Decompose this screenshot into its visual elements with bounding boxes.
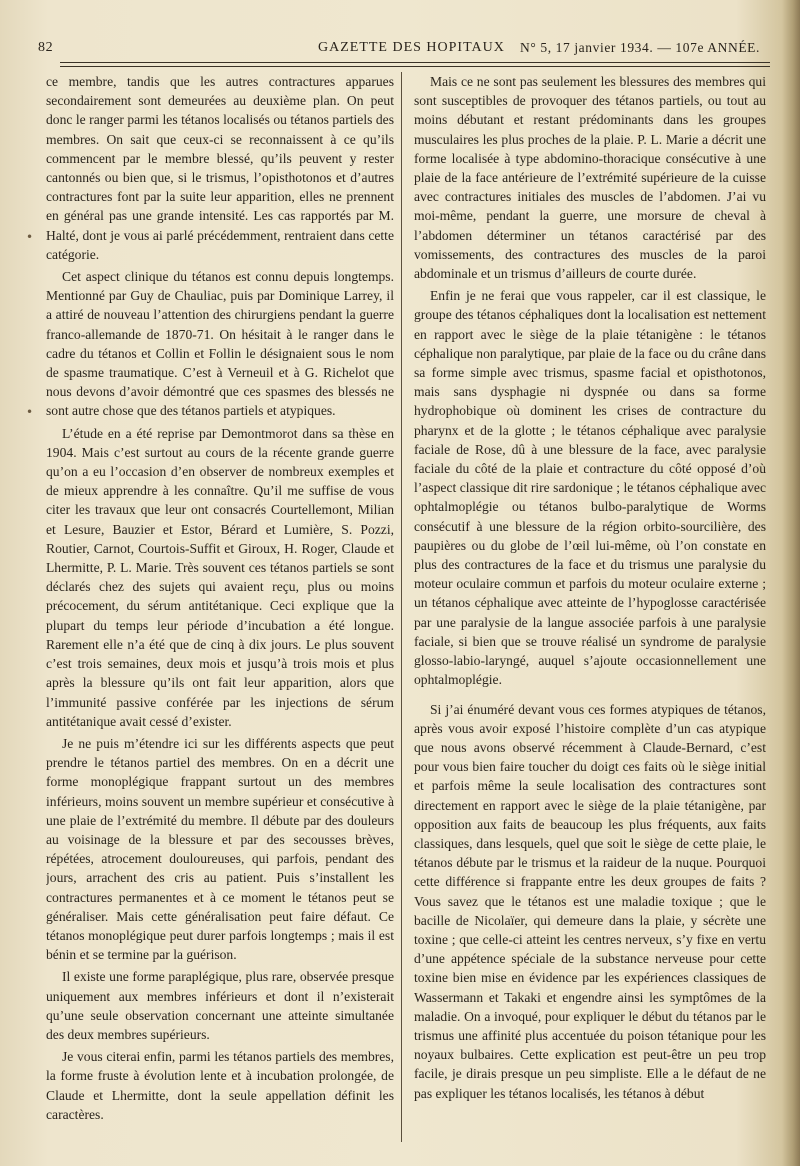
paragraph: Il existe une forme paraplégique, plus rare, observée presque uniquement aux membres inférieurs et dont il n’existerait qu’une seule observation concernant une atteinte simultanée des deux membres supérieurs. xyxy=(46,969,394,1042)
margin-marker: • xyxy=(26,405,34,419)
page-header xyxy=(38,34,778,60)
column-divider xyxy=(401,72,402,1142)
right-column xyxy=(414,72,766,1142)
margin-marker: • xyxy=(26,230,34,244)
paragraph: Si j’ai énuméré devant vous ces formes atypiques de tétanos, après vous avoir exposé l’histoire complète d’un cas atypique que nous avons observé récemment à Claude-Bernard, c’est pour vous bien faire toucher du doigt ces faits où le siège initial et parfois même la seule localisation des contractures sont directement en rapport avec le siège de la plaie tétanigène, par opposition aux faits de beaucoup les plus fréquents, aux faits classiques, dans lesquels, quel que soit le siège de cette plaie, le tétanos débute par le trismus et la raideur de la nuque. Pourquoi cette différence si frappante entre les deux groupes de faits ? Vous savez que le tétanos est une maladie toxique ; que le bacille de Nicolaïer, qui demeure dans la plaie, y sécrète une toxine ; que celle-ci atteint les centres nerveux, s’y fixe en vertu d’une appétence spéciale de la substance nerveuse pour cette toxine bien mise en évidence par les expériences classiques de Wassermann et Takaki et engendre ainsi les symptômes de la maladie. On a invoqué, pour expliquer le début du tétanos par le trismus une affinité plus accentuée du poison tétanique pour les noyaux bulbaires. Cette explication est peut-être un peu trop facile, je dirais presque un peu simpliste. Elle a le défaut de ne pas expliquer les tétanos localisés, les tétanos à début xyxy=(414,701,766,1101)
paragraph: Enfin je ne ferai que vous rappeler, car il est classique, le groupe des tétanos céphaliques dont la localisation est nettement en rapport avec le siège de la plaie tétanigène : le tétanos céphalique non paralytique, par plaie de la face ou du crâne dans sa forme simple avec trismus, spasme facial et opisthotonos, mais sans dysphagie ni dyspnée ou dans sa forme hydrophobique où dominent les crises de contracture du pharynx et de la glotte ; le tétanos céphalique avec paralysie faciale de Rose, dû à une blessure de la face, avec paralysie faciale du côté de la plaie et contracture du côté opposé d’où l’aspect classique dit rire sardonique ; le tétanos céphalique avec ophtalmoplégie ou tétanos bulbo-paralytique de Worms consécutif à une blessure de la région orbito-sourcilière, des paupières ou du globe de l’œil lui-même, où l’on constate en plus des contractures de la face et du trismus une paralysie du moteur oculaire commun et parfois du moteur oculaire externe ; un tétanos céphalique avec atteinte de l’hypoglosse caractérisée par une paralysie de la langue associée parfois à une paralysie faciale, si bien que se trouve réalisé un syndrome de paralysie glosso-labio-laryngé, auquel s’ajoute occasionnellement une ophtalmoplégie. xyxy=(414,288,766,688)
page-number: 82 xyxy=(38,40,54,55)
paragraph: L’étude en a été reprise par Demontmorot dans sa thèse en 1904. Mais c’est surtout au cours de la récente grande guerre qu’on a eu l’occasion d’en observer de nombreux exemples et de mieux apprendre à les connaître. Qu’il me suffise de vous citer les travaux que leur ont consacrés Courtellemont, Milian et Lesure, Bauzier et Estor, Bérard et Lumière, S. Pozzi, Routier, Carnot, Courtois-Suffit et Giroux, H. Roger, Claude et Lhermitte, P. L. Marie. Très souvent ces tétanos partiels se sont déclarés chez des sujets qui avaient reçu, plus ou moins précocement, du sérum antitétanique. Ceci explique que la plupart du temps leur période d’incubation a été longue. Rarement elle n’a été que de cinq à dix jours. Le plus souvent c’est trois semaines, deux mois et jusqu’à trois mois et plus après la blessure qu’ils ont fait leur apparition, alors que l’immunité passive conférée par les injections de sérum antitétanique avait cessé d’exister. xyxy=(46,425,394,729)
paragraph: Cet aspect clinique du tétanos est connu depuis longtemps. Mentionné par Guy de Chauliac, puis par Dominique Larrey, il a attiré de nouveau l’attention des chirurgiens pendant la guerre franco-allemande de 1870-71. On hésitait à le ranger dans le cadre du tétanos et Collin et Follin le désignaient sous le nom de spasme traumatique. C’est à Verneuil et à G. Richelot que nous devons d’avoir démontré que ces spasmes des blessés ne sont autre chose que des tétanos partiels et atypiques. xyxy=(46,269,394,419)
binding-shadow xyxy=(782,0,800,1166)
left-column xyxy=(46,72,394,1142)
journal-title: GAZETTE DES HOPITAUX xyxy=(318,40,505,55)
paragraph: Je ne puis m’étendre ici sur les différents aspects que peut prendre le tétanos partiel des membres. On en a décrit une forme monoplégique frappant surtout un des membres inférieurs, moins souvent un membre supérieur et consécutive à une plaie de l’extrémité du membre. Il débute par des douleurs au voisinage de la blessure et par des secousses brèves, répétées, atrocement douloureuses, qui parfois, pendant des jours, arrachent des cris au patient. Puis s’installent les contractures permanentes et à ce moment le tétanos peut se généraliser. Mais cette généralisation peut faire défaut. Ce tétanos monoplégique peut durer parfois longtemps ; mais il est bénin et se termine par la guérison. xyxy=(46,735,394,963)
issue-info: N° 5, 17 janvier 1934. — 107e ANNÉE. xyxy=(520,40,760,55)
paragraph: Je vous citerai enfin, parmi les tétanos partiels des membres, la forme fruste à évolution lente et à incubation prolongée, de Claude et Lhermitte, dont la seule appellation définit les caractères. xyxy=(46,1049,394,1122)
paragraph: ce membre, tandis que les autres contractures apparues secondairement sont demeurées au deuxième plan. On peut donc le ranger parmi les tétanos localisés ou tétanos partiels des membres. On sait que ceux-ci se reconnaissent à ce qu’ils commencent par le membre blessé, qu’ils peuvent y rester cantonnés ou bien que, si le trismus, l’opisthotonos et d’autres contractures font par la suite leur apparition, elles ne prennent en général pas une grande intensité. Les cas rapportés par M. Halté, dont je vous ai parlé précédemment, rentraient dans cette catégorie. xyxy=(46,74,394,262)
paragraph: Mais ce ne sont pas seulement les blessures des membres qui sont susceptibles de provoquer des tétanos partiels, ou tout au moins débutant et restant prédominants dans les groupes musculaires les plus proches de la plaie. P. L. Marie a décrit une forme localisée à type abdomino-thoracique consécutive à une plaie de la face antérieure de l’extrémité supérieure de la cuisse avec contractures initiales des muscles de l’abdomen. J’ai vu moi-même, pendant la guerre, une morsure de cheval à l’abdomen déterminer un tétanos caractérisé par des vomissements, des contractures des muscles de la paroi abdominale et un trismus d’ailleurs de courte durée. xyxy=(414,74,766,282)
header-rule-bottom xyxy=(60,66,770,67)
header-rule-top xyxy=(60,62,770,63)
